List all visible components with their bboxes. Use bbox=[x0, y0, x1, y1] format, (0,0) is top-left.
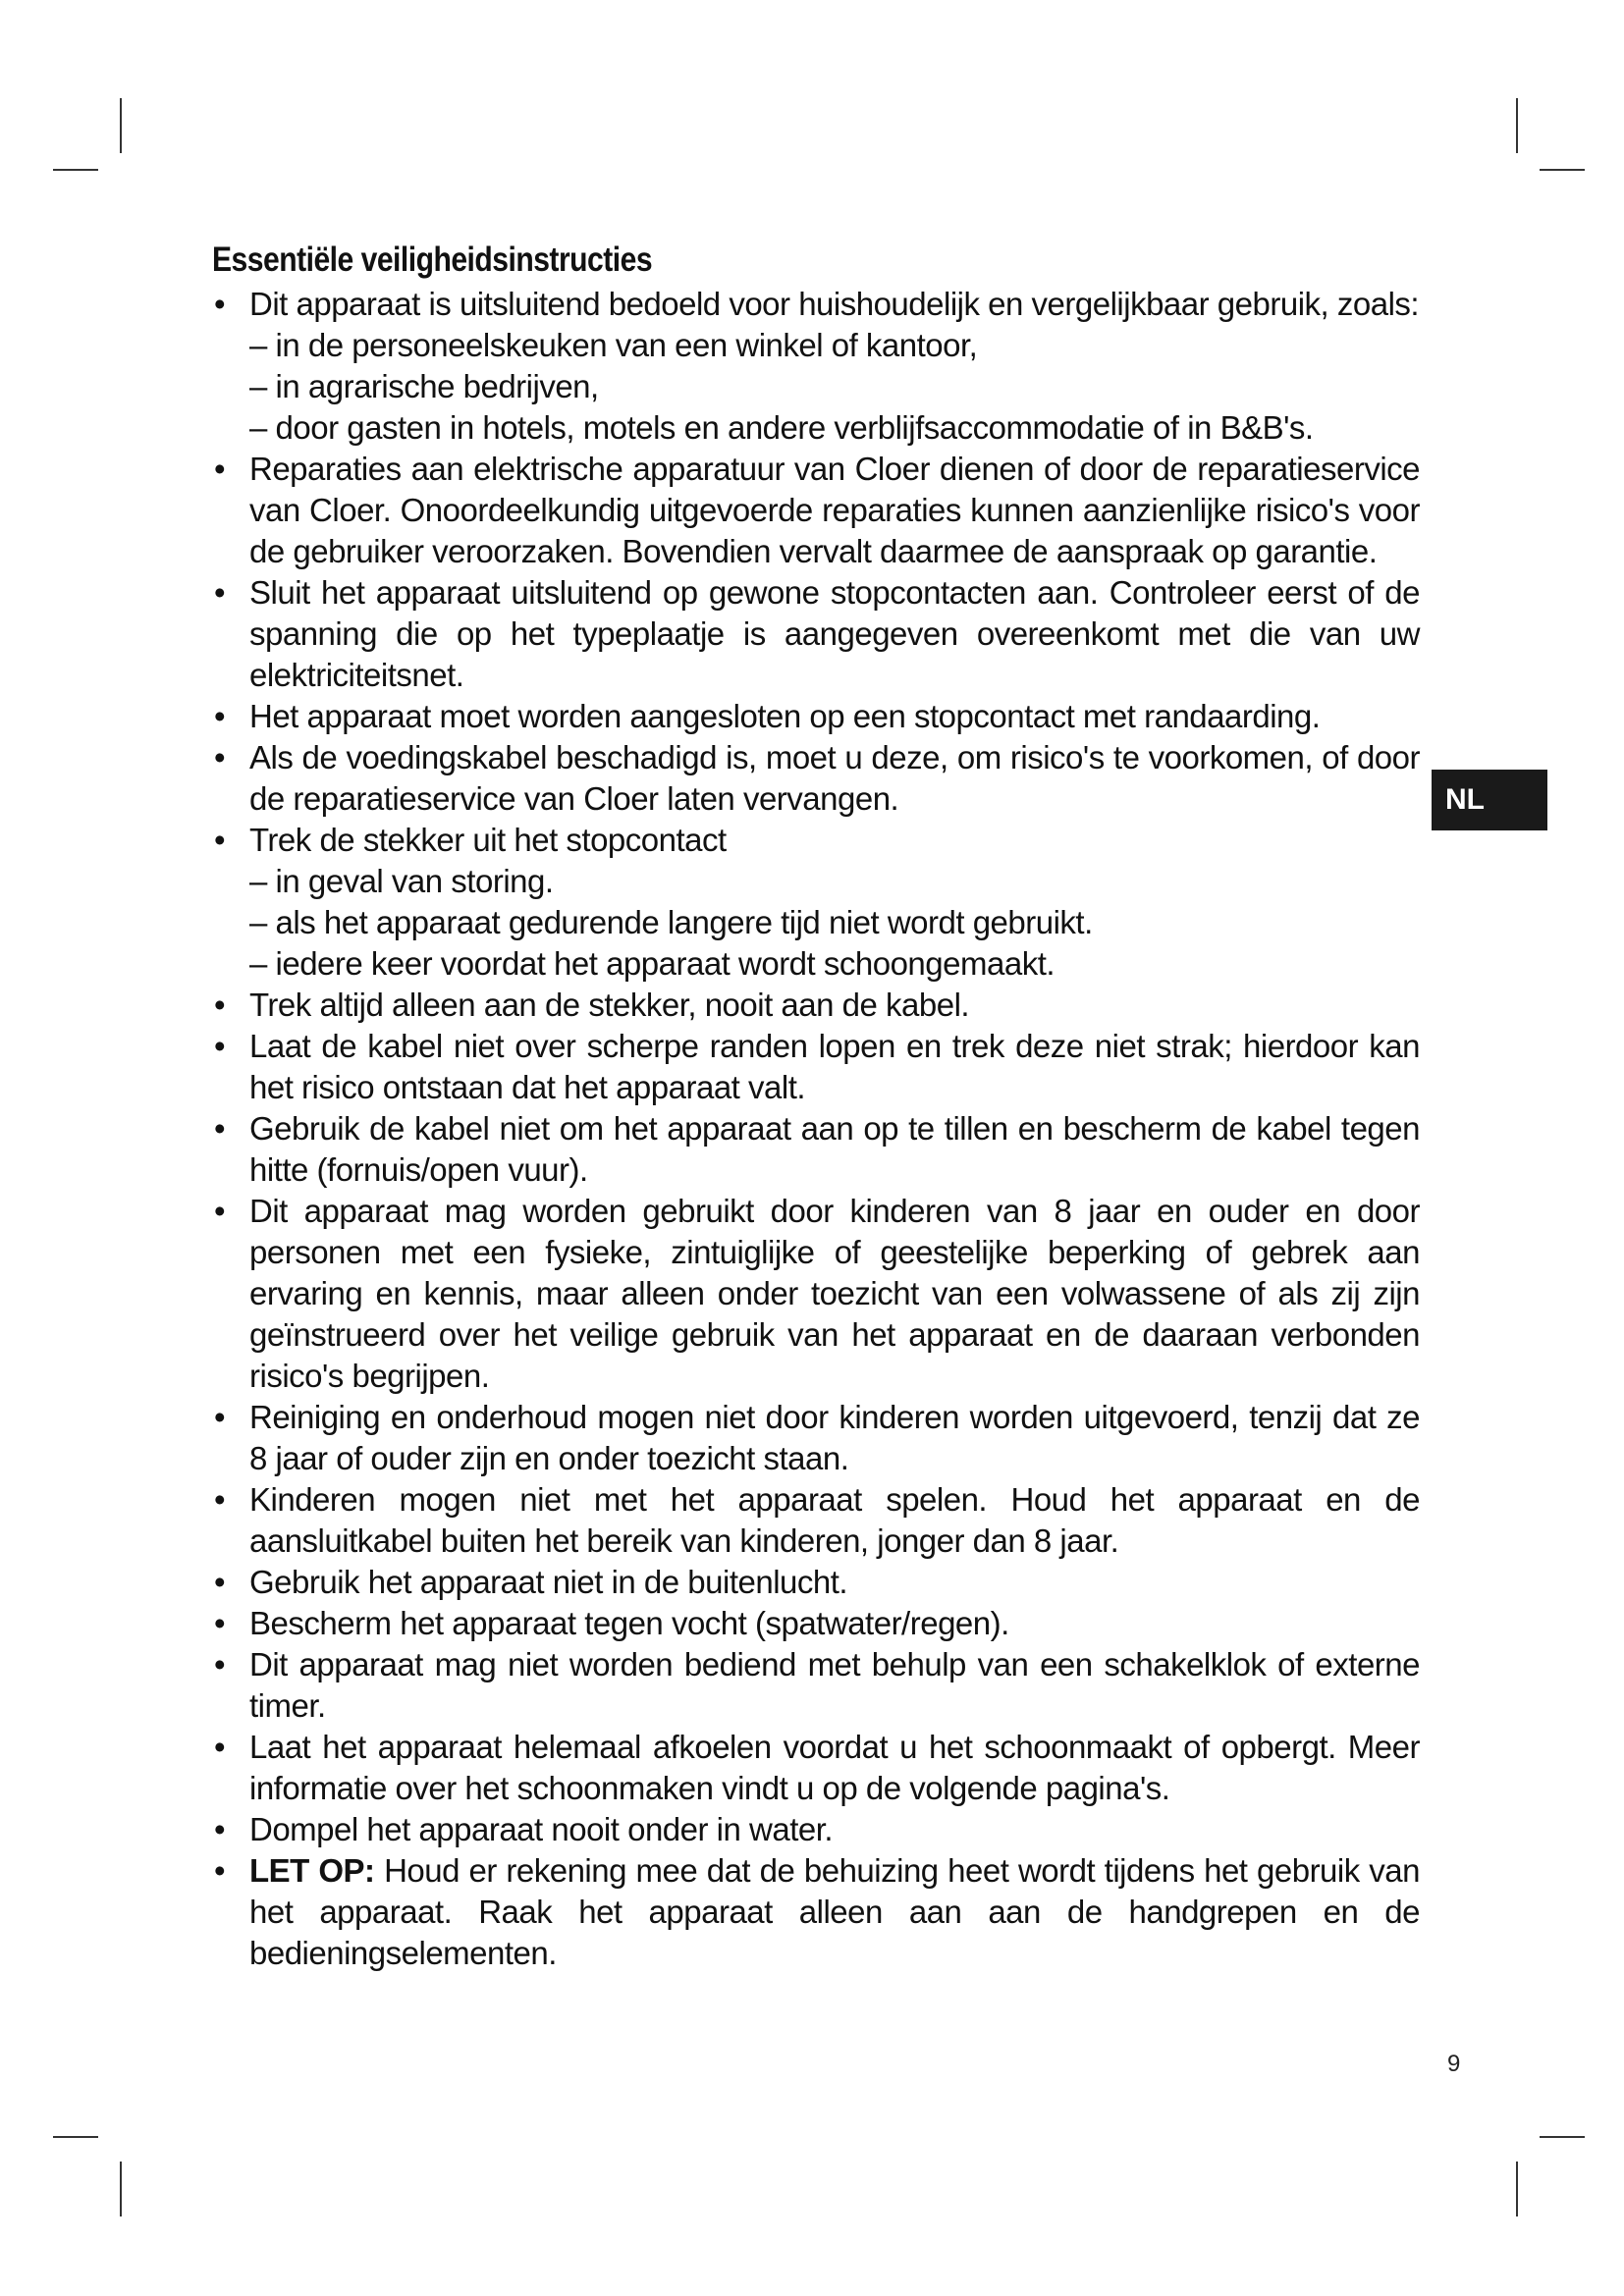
instruction-text: Gebruik de kabel niet om het apparaat aan op te tillen en bescherm de kabel tegen hitte (fornuis/open vuur). bbox=[249, 1110, 1420, 1188]
crop-mark bbox=[120, 2162, 122, 2216]
instruction-text: Het apparaat moet worden aangesloten op een stopcontact met randaarding. bbox=[249, 698, 1321, 734]
crop-mark bbox=[53, 2136, 98, 2138]
bullet-icon: • bbox=[214, 574, 226, 611]
instruction-text: Gebruik het apparaat niet in de buitenlucht. bbox=[249, 1564, 848, 1600]
bullet-icon: • bbox=[214, 1481, 226, 1518]
instruction-item bbox=[212, 1809, 1420, 1850]
bullet-icon: • bbox=[214, 1729, 226, 1765]
bullet-icon: • bbox=[214, 451, 226, 487]
instruction-item bbox=[212, 1644, 1420, 1727]
bullet-icon: • bbox=[214, 1605, 226, 1641]
bullet-icon: • bbox=[214, 1852, 226, 1889]
section-heading: Essentiële veiligheidsinstructies bbox=[212, 240, 653, 279]
instruction-text: Laat het apparaat helemaal afkoelen voordat u het schoonmaakt of opbergt. Meer informatie over het schoonmaken vindt u op de volgende pagina's. bbox=[249, 1729, 1420, 1806]
instruction-item bbox=[212, 1397, 1420, 1479]
instruction-item bbox=[212, 1727, 1420, 1809]
instruction-item bbox=[212, 1026, 1420, 1108]
crop-mark bbox=[1516, 98, 1518, 153]
instruction-item bbox=[212, 1108, 1420, 1191]
bullet-icon: • bbox=[214, 286, 226, 322]
bullet-icon: • bbox=[214, 1811, 226, 1847]
instruction-item bbox=[212, 985, 1420, 1026]
instruction-text: Trek de stekker uit het stopcontact bbox=[249, 822, 727, 858]
instruction-text: Sluit het apparaat uitsluitend op gewone stopcontacten aan. Controleer eerst of de spanning die op het typeplaatje is aangegeven overeenkomt met die van uw elektriciteitsnet. bbox=[249, 574, 1420, 693]
instruction-subitem: – als het apparaat gedurende langere tijd niet wordt gebruikt. bbox=[249, 904, 1093, 940]
instruction-text: Laat de kabel niet over scherpe randen lopen en trek deze niet strak; hierdoor kan het risico ontstaan dat het apparaat valt. bbox=[249, 1028, 1420, 1105]
instruction-text: Reiniging en onderhoud mogen niet door kinderen worden uitgevoerd, tenzij dat ze 8 jaar of ouder zijn en onder toezicht staan. bbox=[249, 1399, 1420, 1476]
instruction-subitem: – iedere keer voordat het apparaat wordt schoongemaakt. bbox=[249, 945, 1056, 982]
instruction-subitem: – in agrarische bedrijven, bbox=[249, 368, 599, 404]
safety-instructions-section bbox=[212, 241, 1420, 1974]
instruction-list bbox=[212, 284, 1420, 1974]
warning-label: LET OP: bbox=[249, 1852, 375, 1889]
instruction-text: Als de voedingskabel beschadigd is, moet u deze, om risico's te voorkomen, of door de reparatieservice van Cloer laten vervangen. bbox=[249, 739, 1420, 817]
instruction-item bbox=[212, 696, 1420, 737]
instruction-item bbox=[212, 1191, 1420, 1397]
instruction-item bbox=[212, 1850, 1420, 1974]
instruction-text: Reparaties aan elektrische apparatuur van Cloer dienen of door de reparatieservice van Cloer. Onoordeelkundig uitgevoerde reparaties kunnen aanzienlijke risico's voor de gebruiker veroorzaken. Bovendien vervalt daarmee de aanspraak op garantie. bbox=[249, 451, 1420, 569]
instruction-item bbox=[212, 737, 1420, 820]
crop-mark bbox=[1540, 2136, 1585, 2138]
crop-mark bbox=[1540, 169, 1585, 171]
instruction-text: Bescherm het apparaat tegen vocht (spatwater/regen). bbox=[249, 1605, 1009, 1641]
instruction-text: Trek altijd alleen aan de stekker, nooit aan de kabel. bbox=[249, 987, 970, 1023]
instruction-text: Dit apparaat is uitsluitend bedoeld voor huishoudelijk en vergelijkbaar gebruik, zoals: bbox=[249, 286, 1420, 322]
language-tab: NL bbox=[1432, 770, 1547, 830]
instruction-subitem: – door gasten in hotels, motels en andere verblijfsaccommodatie of in B&B's. bbox=[249, 409, 1314, 446]
bullet-icon: • bbox=[214, 1193, 226, 1229]
page-number: 9 bbox=[1447, 2051, 1461, 2077]
instruction-item bbox=[212, 820, 1420, 861]
instruction-item bbox=[212, 449, 1420, 572]
bullet-icon: • bbox=[214, 1646, 226, 1682]
bullet-icon: • bbox=[214, 1110, 226, 1147]
bullet-icon: • bbox=[214, 987, 226, 1023]
bullet-icon: • bbox=[214, 1399, 226, 1435]
instruction-subitem: – in de personeelskeuken van een winkel of kantoor, bbox=[249, 327, 978, 363]
bullet-icon: • bbox=[214, 698, 226, 734]
instruction-text: Dit apparaat mag niet worden bediend met behulp van een schakelklok of externe timer. bbox=[249, 1646, 1420, 1724]
crop-mark bbox=[53, 169, 98, 171]
instruction-subitem: – in geval van storing. bbox=[249, 863, 554, 899]
instruction-item bbox=[212, 572, 1420, 696]
instruction-item bbox=[212, 1562, 1420, 1603]
instruction-text: Dit apparaat mag worden gebruikt door kinderen van 8 jaar en ouder en door personen met een fysieke, zintuiglijke of geestelijke beperking of gebrek aan ervaring en kennis, maar alleen onder toezicht van een volwassene of als zij zijn geïnstrueerd over het veilige gebruik van het apparaat en de daaraan verbonden risico's begrijpen. bbox=[249, 1193, 1420, 1394]
instruction-text: Houd er rekening mee dat de behuizing heet wordt tijdens het gebruik van het apparaat. Raak het apparaat alleen aan aan de handgrepen en de bedieningselementen. bbox=[249, 1852, 1420, 1971]
bullet-icon: • bbox=[214, 1564, 226, 1600]
bullet-icon: • bbox=[214, 822, 226, 858]
crop-mark bbox=[1516, 2162, 1518, 2216]
bullet-icon: • bbox=[214, 739, 226, 775]
instruction-text: Kinderen mogen niet met het apparaat spelen. Houd het apparaat en de aansluitkabel buiten het bereik van kinderen, jonger dan 8 jaar. bbox=[249, 1481, 1420, 1559]
instruction-item bbox=[212, 284, 1420, 325]
instruction-item bbox=[212, 1479, 1420, 1562]
bullet-icon: • bbox=[214, 1028, 226, 1064]
instruction-text: Dompel het apparaat nooit onder in water. bbox=[249, 1811, 834, 1847]
instruction-item bbox=[212, 1603, 1420, 1644]
crop-mark bbox=[120, 98, 122, 153]
